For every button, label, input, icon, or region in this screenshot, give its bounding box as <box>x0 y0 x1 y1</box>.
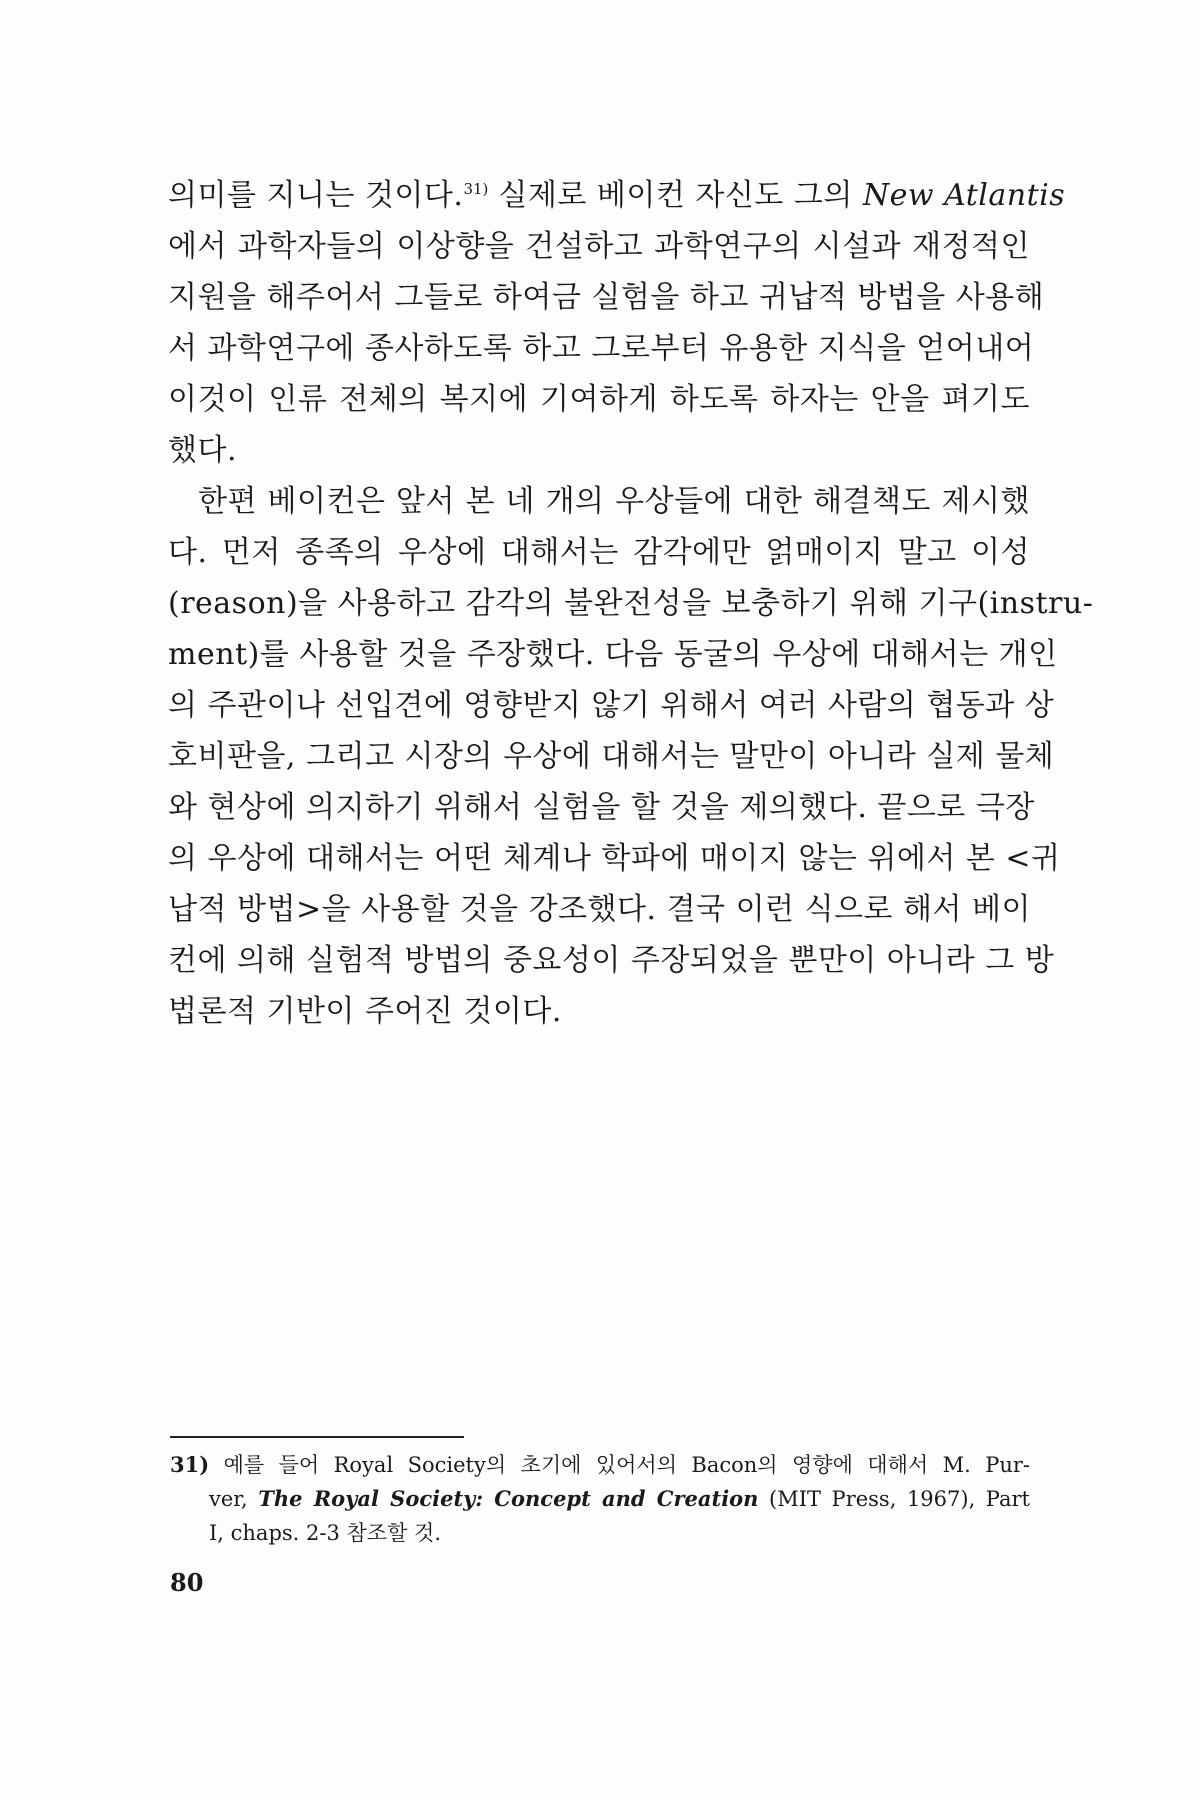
footnote-divider <box>170 1436 464 1438</box>
text-segment: 실제로 베이컨 자신도 그의 <box>488 178 863 213</box>
text-line: 지원을 해주어서 그들로 하여금 실험을 하고 귀납적 방법을 사용해 <box>168 280 1045 315</box>
footnote-number: 31) <box>170 1452 210 1477</box>
text-line: 이것이 인류 전체의 복지에 기여하게 하도록 하자는 안을 펴기도 <box>168 382 1030 417</box>
footnote <box>170 1448 1030 1550</box>
text-segment: 예를 들어 Royal Society의 초기에 있어서의 Bacon의 영향에 대해서 M. Pur- <box>209 1453 1030 1477</box>
text-line <box>168 170 1066 221</box>
text-segment: ver, <box>209 1487 259 1511</box>
text-line: 와 현상에 의지하기 위해서 실험을 할 것을 제의했다. 끝으로 극장 <box>168 790 1035 825</box>
text-line: 법론적 기반이 주어진 것이다. <box>168 994 562 1029</box>
footnote-line <box>170 1448 1030 1482</box>
text-line: 컨에 의해 실험적 방법의 중요성이 주장되었을 뿐만이 아니라 그 방 <box>168 943 1055 978</box>
text-segment: (MIT Press, 1967), Part <box>758 1487 1030 1511</box>
text-line: 호비판을, 그리고 시장의 우상에 대해서는 말만이 아니라 실제 물체 <box>168 739 1055 774</box>
text-line: 에서 과학자들의 이상향을 건설하고 과학연구의 시설과 재정적인 <box>168 229 1030 264</box>
text-line: 서 과학연구에 종사하도록 하고 그로부터 유용한 지식을 얻어내어 <box>168 331 1035 366</box>
text-line: 다. 먼저 종족의 우상에 대해서는 감각에만 얽매이지 말고 이성 <box>168 535 1030 570</box>
footnote-line <box>170 1482 1030 1516</box>
text-line: 의 우상에 대해서는 어떤 체계나 학파에 매이지 않는 위에서 본 <귀 <box>168 841 1061 876</box>
text-line: ment)를 사용할 것을 주장했다. 다음 동굴의 우상에 대해서는 개인 <box>168 637 1058 672</box>
text-line: (reason)을 사용하고 감각의 불완전성을 보충하기 위해 기구(instru- <box>168 586 1094 621</box>
text-line: 했다. <box>168 433 237 468</box>
body-text <box>168 170 1094 1037</box>
text-line: 한편 베이컨은 앞서 본 네 개의 우상들에 대한 해결책도 제시했 <box>198 484 1030 519</box>
footnote-line: I, chaps. 2-3 참조할 것. <box>209 1521 442 1545</box>
footnote-reference: 31) <box>463 180 489 198</box>
italic-title: New Atlantis <box>862 178 1066 213</box>
text-line: 의 주관이나 선입견에 영향받지 않기 위해서 여러 사람의 협동과 상 <box>168 688 1055 723</box>
text-segment: 의미를 지니는 것이다. <box>168 178 464 213</box>
italic-title: The Royal Society: Concept and Creation <box>258 1486 759 1511</box>
text-line: 납적 방법>을 사용할 것을 강조했다. 결국 이런 식으로 해서 베이 <box>168 892 1031 927</box>
page-number: 80 <box>170 1568 204 1597</box>
